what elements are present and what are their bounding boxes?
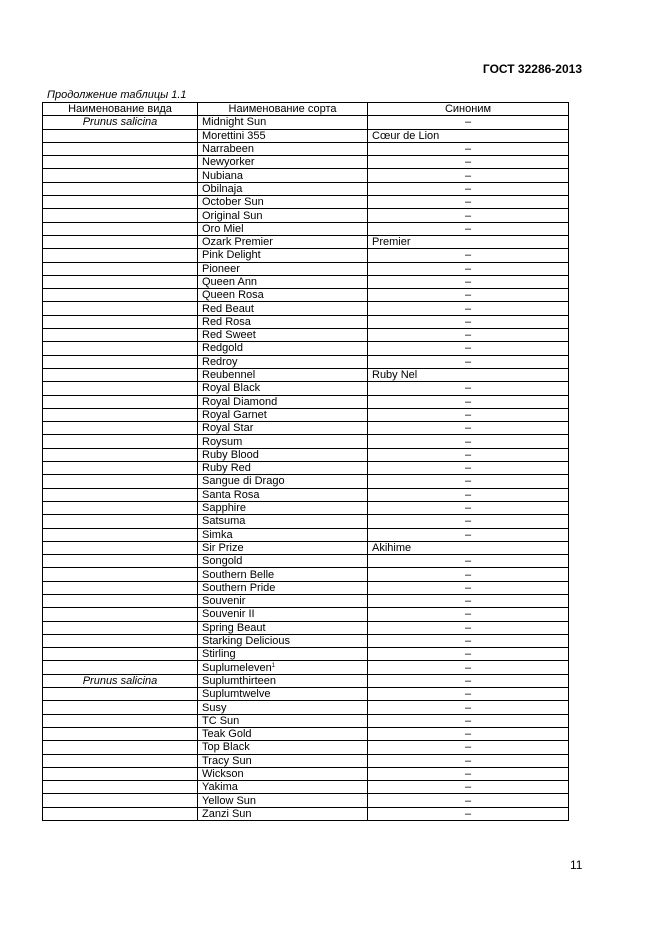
variety-name: Obilnaja bbox=[202, 182, 243, 195]
table-row bbox=[43, 541, 569, 554]
synonym-cell: – bbox=[368, 408, 569, 421]
variety-cell bbox=[198, 408, 368, 421]
table-row bbox=[43, 382, 569, 395]
synonym-cell: Cœur de Lion bbox=[368, 129, 569, 142]
table-row bbox=[43, 621, 569, 634]
variety-cell bbox=[198, 395, 368, 408]
synonym-cell: – bbox=[368, 727, 569, 740]
synonym-cell: – bbox=[368, 422, 569, 435]
variety-cell bbox=[198, 661, 368, 674]
variety-cell bbox=[198, 209, 368, 222]
table-row bbox=[43, 209, 569, 222]
species-cell bbox=[43, 209, 198, 222]
synonym-cell: – bbox=[368, 741, 569, 754]
variety-cell bbox=[198, 342, 368, 355]
synonym-cell: – bbox=[368, 581, 569, 594]
synonym-cell: – bbox=[368, 661, 569, 674]
table-row bbox=[43, 182, 569, 195]
variety-name: Teak Gold bbox=[202, 728, 252, 741]
table-body bbox=[43, 116, 569, 821]
variety-cell bbox=[198, 515, 368, 528]
synonym-cell: – bbox=[368, 621, 569, 634]
table-row bbox=[43, 116, 569, 129]
variety-cell bbox=[198, 222, 368, 235]
variety-name: Santa Rosa bbox=[202, 488, 260, 501]
species-cell bbox=[43, 528, 198, 541]
variety-name: TC Sun bbox=[202, 714, 240, 727]
species-cell bbox=[43, 541, 198, 554]
variety-name: Redroy bbox=[202, 355, 238, 368]
variety-name: Suplumthirteen bbox=[202, 674, 276, 687]
variety-cell bbox=[198, 368, 368, 381]
document-standard-number: ГОСТ 32286-2013 bbox=[482, 62, 582, 76]
variety-cell bbox=[198, 169, 368, 182]
variety-name: Top Black bbox=[202, 741, 250, 754]
species-cell bbox=[43, 727, 198, 740]
variety-cell bbox=[198, 794, 368, 807]
species-cell bbox=[43, 661, 198, 674]
synonym-cell: – bbox=[368, 209, 569, 222]
variety-name: Starking Delicious bbox=[202, 635, 291, 648]
table-row bbox=[43, 727, 569, 740]
species-cell bbox=[43, 714, 198, 727]
variety-name: Sir Prize bbox=[202, 541, 244, 554]
table-row bbox=[43, 196, 569, 209]
table-row bbox=[43, 714, 569, 727]
table-row bbox=[43, 741, 569, 754]
species-cell bbox=[43, 329, 198, 342]
species-cell bbox=[43, 608, 198, 621]
table-row bbox=[43, 475, 569, 488]
species-cell bbox=[43, 342, 198, 355]
synonym-cell: – bbox=[368, 262, 569, 275]
table-row bbox=[43, 781, 569, 794]
synonym-cell: – bbox=[368, 781, 569, 794]
variety-cell bbox=[198, 674, 368, 687]
variety-cell bbox=[198, 262, 368, 275]
variety-name: Red Beaut bbox=[202, 302, 254, 315]
variety-cell bbox=[198, 594, 368, 607]
species-cell bbox=[43, 382, 198, 395]
table-row bbox=[43, 315, 569, 328]
variety-cell bbox=[198, 608, 368, 621]
synonym-cell: – bbox=[368, 807, 569, 820]
table-row bbox=[43, 594, 569, 607]
species-cell bbox=[43, 448, 198, 461]
variety-cell bbox=[198, 781, 368, 794]
variety-name: Susy bbox=[202, 701, 227, 714]
species-cell bbox=[43, 262, 198, 275]
table-row bbox=[43, 448, 569, 461]
synonym-cell: – bbox=[368, 395, 569, 408]
species-cell bbox=[43, 169, 198, 182]
table-row bbox=[43, 701, 569, 714]
synonym-cell: – bbox=[368, 182, 569, 195]
synonym-cell: – bbox=[368, 382, 569, 395]
variety-name: Souvenir bbox=[202, 595, 246, 608]
synonym-cell: – bbox=[368, 488, 569, 501]
table-row bbox=[43, 674, 569, 687]
species-cell: Prunus salicina bbox=[43, 674, 198, 687]
species-cell bbox=[43, 781, 198, 794]
variety-cell bbox=[198, 648, 368, 661]
synonym-cell: – bbox=[368, 688, 569, 701]
species-cell bbox=[43, 302, 198, 315]
synonym-cell: – bbox=[368, 222, 569, 235]
table-row bbox=[43, 688, 569, 701]
variety-name: Pioneer bbox=[202, 262, 240, 275]
table-row bbox=[43, 408, 569, 421]
synonym-cell: – bbox=[368, 156, 569, 169]
variety-name: Yakima bbox=[202, 781, 238, 794]
synonym-cell: – bbox=[368, 249, 569, 262]
variety-cell bbox=[198, 382, 368, 395]
variety-cell bbox=[198, 129, 368, 142]
column-header-variety: Наименование сорта bbox=[198, 103, 368, 116]
table-caption: Продолжение таблицы 1.1 bbox=[47, 89, 187, 101]
variety-name: Ozark Premier bbox=[202, 236, 273, 249]
table-row bbox=[43, 289, 569, 302]
variety-name: October Sun bbox=[202, 196, 264, 209]
synonym-cell: – bbox=[368, 329, 569, 342]
table-row bbox=[43, 581, 569, 594]
species-cell bbox=[43, 435, 198, 448]
variety-cell bbox=[198, 555, 368, 568]
synonym-cell: – bbox=[368, 701, 569, 714]
synonym-cell: – bbox=[368, 142, 569, 155]
varieties-table bbox=[42, 102, 569, 821]
species-cell bbox=[43, 462, 198, 475]
table-row bbox=[43, 568, 569, 581]
variety-name: Suplumeleven bbox=[202, 661, 272, 674]
table-row bbox=[43, 807, 569, 820]
species-cell: Prunus salicina bbox=[43, 116, 198, 129]
variety-cell bbox=[198, 289, 368, 302]
species-cell bbox=[43, 395, 198, 408]
species-cell bbox=[43, 767, 198, 780]
species-cell bbox=[43, 196, 198, 209]
synonym-cell: – bbox=[368, 528, 569, 541]
variety-name: Ruby Blood bbox=[202, 448, 259, 461]
species-cell bbox=[43, 142, 198, 155]
table-row bbox=[43, 754, 569, 767]
variety-cell bbox=[198, 568, 368, 581]
species-cell bbox=[43, 688, 198, 701]
variety-cell bbox=[198, 634, 368, 647]
variety-cell bbox=[198, 275, 368, 288]
variety-cell bbox=[198, 182, 368, 195]
variety-cell bbox=[198, 621, 368, 634]
species-cell bbox=[43, 568, 198, 581]
table-row bbox=[43, 661, 569, 674]
table-row bbox=[43, 648, 569, 661]
variety-name: Pink Delight bbox=[202, 249, 261, 262]
synonym-cell: – bbox=[368, 435, 569, 448]
table-row bbox=[43, 142, 569, 155]
variety-cell bbox=[198, 807, 368, 820]
variety-cell bbox=[198, 156, 368, 169]
variety-name: Queen Rosa bbox=[202, 289, 264, 302]
table-header-row bbox=[43, 103, 569, 116]
synonym-cell: – bbox=[368, 355, 569, 368]
synonym-cell: – bbox=[368, 767, 569, 780]
variety-name: Suplumtwelve bbox=[202, 688, 271, 701]
variety-cell bbox=[198, 462, 368, 475]
table-row bbox=[43, 608, 569, 621]
species-cell bbox=[43, 741, 198, 754]
variety-name: Sapphire bbox=[202, 502, 247, 515]
variety-cell bbox=[198, 448, 368, 461]
species-cell bbox=[43, 275, 198, 288]
variety-name: Royal Black bbox=[202, 382, 261, 395]
variety-cell bbox=[198, 142, 368, 155]
column-header-synonym: Синоним bbox=[368, 103, 569, 116]
species-cell bbox=[43, 129, 198, 142]
species-cell bbox=[43, 701, 198, 714]
variety-name: Oro Miel bbox=[202, 222, 244, 235]
variety-cell bbox=[198, 741, 368, 754]
variety-name: Narrabeen bbox=[202, 143, 254, 156]
species-cell bbox=[43, 475, 198, 488]
variety-cell bbox=[198, 355, 368, 368]
table-row bbox=[43, 262, 569, 275]
species-cell bbox=[43, 555, 198, 568]
synonym-cell: – bbox=[368, 634, 569, 647]
table-row bbox=[43, 342, 569, 355]
variety-name: Royal Garnet bbox=[202, 408, 267, 421]
synonym-cell: – bbox=[368, 674, 569, 687]
variety-cell bbox=[198, 581, 368, 594]
variety-name: Queen Ann bbox=[202, 276, 258, 288]
variety-cell bbox=[198, 196, 368, 209]
synonym-cell: – bbox=[368, 196, 569, 209]
synonym-cell: – bbox=[368, 501, 569, 514]
variety-name: Stirling bbox=[202, 648, 236, 661]
species-cell bbox=[43, 634, 198, 647]
variety-cell bbox=[198, 714, 368, 727]
variety-cell bbox=[198, 329, 368, 342]
synonym-cell: – bbox=[368, 714, 569, 727]
table-row bbox=[43, 462, 569, 475]
table-row bbox=[43, 435, 569, 448]
species-cell bbox=[43, 249, 198, 262]
variety-cell bbox=[198, 727, 368, 740]
table-row bbox=[43, 355, 569, 368]
variety-cell bbox=[198, 754, 368, 767]
species-cell bbox=[43, 807, 198, 820]
variety-name: Songold bbox=[202, 555, 243, 568]
variety-cell bbox=[198, 688, 368, 701]
species-cell bbox=[43, 581, 198, 594]
species-cell bbox=[43, 621, 198, 634]
table-row bbox=[43, 129, 569, 142]
species-cell bbox=[43, 754, 198, 767]
species-cell bbox=[43, 501, 198, 514]
variety-cell bbox=[198, 501, 368, 514]
variety-cell bbox=[198, 488, 368, 501]
species-cell bbox=[43, 594, 198, 607]
synonym-cell: – bbox=[368, 754, 569, 767]
table-row bbox=[43, 169, 569, 182]
species-cell bbox=[43, 315, 198, 328]
synonym-cell: – bbox=[368, 342, 569, 355]
variety-name: Morettini 355 bbox=[202, 129, 266, 142]
synonym-cell: – bbox=[368, 794, 569, 807]
synonym-cell: – bbox=[368, 275, 569, 288]
variety-name: Roysum bbox=[202, 435, 243, 448]
species-cell bbox=[43, 408, 198, 421]
species-cell bbox=[43, 222, 198, 235]
table-row bbox=[43, 767, 569, 780]
variety-name: Redgold bbox=[202, 342, 243, 355]
variety-name: Newyorker bbox=[202, 156, 255, 169]
variety-name: Spring Beaut bbox=[202, 621, 266, 634]
variety-cell bbox=[198, 541, 368, 554]
table-row bbox=[43, 275, 569, 288]
variety-name: Souvenir II bbox=[202, 608, 255, 621]
variety-name: Wickson bbox=[202, 767, 244, 780]
table-row bbox=[43, 156, 569, 169]
synonym-cell: Premier bbox=[368, 235, 569, 248]
variety-cell bbox=[198, 249, 368, 262]
synonym-cell: – bbox=[368, 169, 569, 182]
table-row bbox=[43, 555, 569, 568]
table-row bbox=[43, 395, 569, 408]
column-header-species: Наименование вида bbox=[43, 103, 198, 116]
synonym-cell: – bbox=[368, 462, 569, 475]
variety-cell bbox=[198, 315, 368, 328]
variety-name: Yellow Sun bbox=[202, 794, 257, 807]
table-row bbox=[43, 794, 569, 807]
species-cell bbox=[43, 422, 198, 435]
variety-cell bbox=[198, 528, 368, 541]
synonym-cell: – bbox=[368, 302, 569, 315]
variety-cell bbox=[198, 302, 368, 315]
synonym-cell: – bbox=[368, 289, 569, 302]
page-number: 11 bbox=[570, 858, 583, 872]
variety-cell bbox=[198, 767, 368, 780]
variety-name: Sangue di Drago bbox=[202, 475, 285, 488]
species-cell bbox=[43, 289, 198, 302]
footnote-marker: 1 bbox=[271, 662, 276, 669]
species-cell bbox=[43, 182, 198, 195]
variety-cell bbox=[198, 435, 368, 448]
synonym-cell: – bbox=[368, 116, 569, 129]
table-row bbox=[43, 488, 569, 501]
synonym-cell: – bbox=[368, 555, 569, 568]
table-row bbox=[43, 634, 569, 647]
table-row bbox=[43, 235, 569, 248]
table-row bbox=[43, 302, 569, 315]
variety-name: Red Rosa bbox=[202, 315, 251, 328]
species-cell bbox=[43, 515, 198, 528]
synonym-cell: – bbox=[368, 648, 569, 661]
species-cell bbox=[43, 156, 198, 169]
species-cell bbox=[43, 488, 198, 501]
variety-cell bbox=[198, 116, 368, 129]
synonym-cell: Akihime bbox=[368, 541, 569, 554]
variety-name: Royal Star bbox=[202, 422, 254, 435]
variety-name: Satsuma bbox=[202, 515, 246, 528]
species-cell bbox=[43, 368, 198, 381]
variety-name: Southern Belle bbox=[202, 568, 275, 581]
species-cell bbox=[43, 235, 198, 248]
synonym-cell: – bbox=[368, 315, 569, 328]
variety-cell bbox=[198, 701, 368, 714]
variety-name: Nubiana bbox=[202, 169, 243, 182]
table-row bbox=[43, 528, 569, 541]
synonym-cell: – bbox=[368, 608, 569, 621]
variety-name: Midnight Sun bbox=[202, 116, 267, 129]
variety-cell bbox=[198, 475, 368, 488]
synonym-cell: – bbox=[368, 568, 569, 581]
variety-cell bbox=[198, 235, 368, 248]
variety-name: Reubennel bbox=[202, 369, 256, 382]
variety-name: Ruby Red bbox=[202, 462, 251, 475]
synonym-cell: – bbox=[368, 448, 569, 461]
species-cell bbox=[43, 648, 198, 661]
variety-name: Original Sun bbox=[202, 209, 263, 222]
variety-name: Southern Pride bbox=[202, 581, 276, 594]
species-cell bbox=[43, 794, 198, 807]
variety-name: Tracy Sun bbox=[202, 754, 252, 767]
table-row bbox=[43, 422, 569, 435]
variety-name: Royal Diamond bbox=[202, 395, 278, 408]
species-cell bbox=[43, 355, 198, 368]
synonym-cell: – bbox=[368, 515, 569, 528]
variety-cell bbox=[198, 422, 368, 435]
synonym-cell: – bbox=[368, 594, 569, 607]
table-row bbox=[43, 368, 569, 381]
variety-name: Zanzi Sun bbox=[202, 807, 252, 820]
synonym-cell: Ruby Nel bbox=[368, 368, 569, 381]
variety-name: Simka bbox=[202, 528, 233, 541]
table-row bbox=[43, 222, 569, 235]
table-row bbox=[43, 329, 569, 342]
synonym-cell: – bbox=[368, 475, 569, 488]
table-row bbox=[43, 249, 569, 262]
variety-name: Red Sweet bbox=[202, 329, 256, 342]
table-row bbox=[43, 515, 569, 528]
table-row bbox=[43, 501, 569, 514]
